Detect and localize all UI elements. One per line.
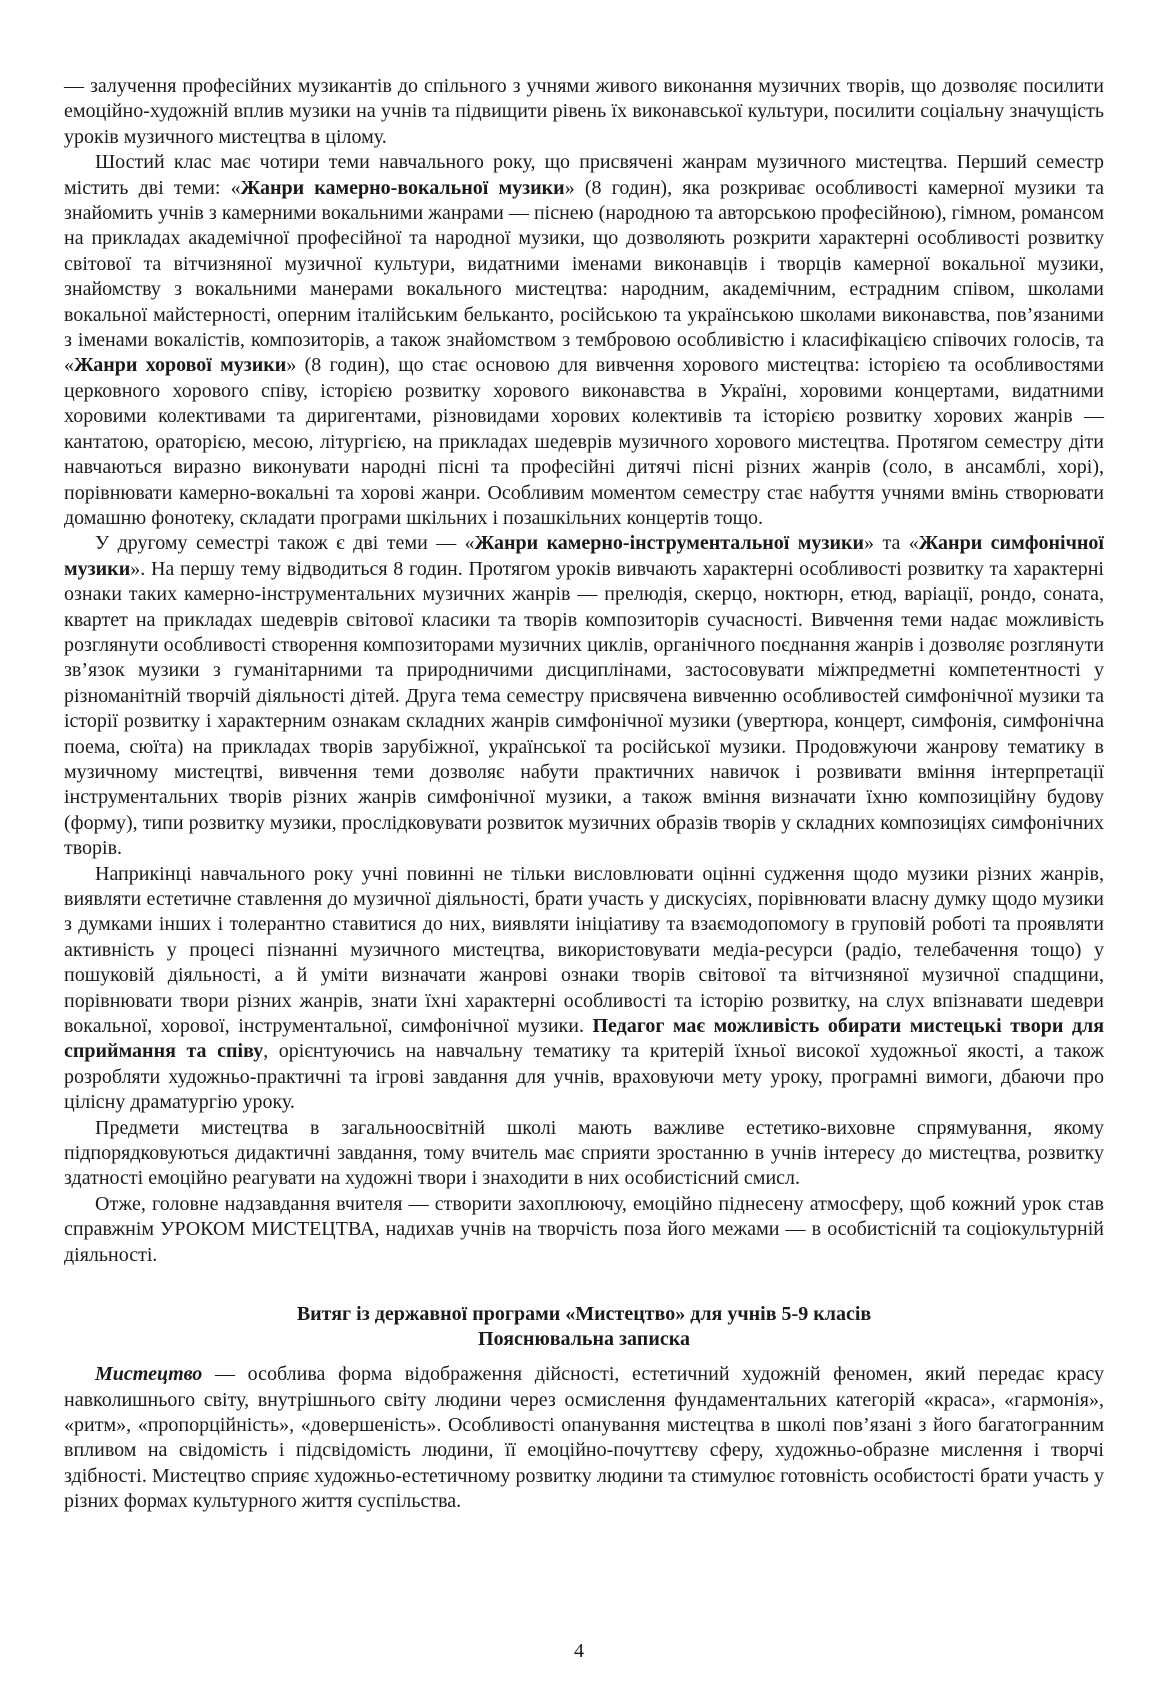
text-run: — особлива форма відображення дійсності, естетичний художній феномен, який передає красу навколишнього світу, внутрішнього світу людини через осмислення фундаментальних категорій «краса», «гармонія», «ритм», «пропорційність», «довершеність». Особливості опанування мистецтва в школі пов’язані з його багатогранним впливом на свідомість і підсвідомість людини, її емоційно-почуттєву сферу, художньо-образне мислення і творчі здібності. Мистецтво сприяє художньо-естетичному розвитку людини та стимулює готовність особистості брати участь у різних формах культурного життя суспільства. (64, 1363, 1104, 1513)
section-heading-title: Витяг із державної програми «Мистецтво» для учнів 5-9 класів (296, 1303, 872, 1326)
paragraph-conclusion: Отже, головне надзавдання вчителя — створити захоплюючу, емоційно піднесену атмосферу, щоб кожний урок став справжнім УРОКОМ МИСТЕЦТВА, надихав учнів на творчість поза його межами — в особистісній та соціокультурній діяльності. (64, 1192, 1104, 1266)
teacher-choice-emphasis: Педагог має можливість обирати мистецькі твори для сприймання та співу (64, 1015, 1105, 1063)
text-run: У другому семестрі також є дві теми — « (95, 532, 475, 555)
paragraph-sixth-grade (64, 150, 1104, 531)
term-art: Мистецтво (95, 1363, 203, 1386)
text-run: » та « (864, 532, 919, 555)
text-run: , орієнтуючись на навчальну тематику та критерій їхньої високої художньої якості, а також розробляти художньо-практичні та ігрові завдання для учнів, враховуючи мету уроку, програмні вимоги, дбаючи про цілісну драматургію уроку. (64, 1040, 1104, 1114)
text-run: » (8 годин), що стає основою для вивчення хорового мистецтва: історією та особливостями церковного хорового співу, історією розвитку хорового виконавства в Україні, хоровими концертами, видатними хоровими колективами та диригентами, різновидами хорових колективів та історією розвитку хорових жанрів — кантатою, ораторією, месою, літургією, на прикладах шедеврів музичного хорового мистецтва. Протягом семестру діти навчаються виразно виконувати народні пісні та професійні дитячі пісні різних жанрів (соло, в ансамблі, хорі), порівнювати камерно-вокальні та хорові жанри. Особливим моментом семестру стає набуття учнями вмінь створювати домашню фонотеку, складати програми шкільних і позашкільних концертів тощо. (64, 354, 1104, 529)
paragraph-art-definition (64, 1362, 1104, 1514)
section-heading-subtitle: Пояснювальна записка (478, 1328, 690, 1351)
topic-choral: Жанри хорової музики (74, 354, 287, 377)
text-run: ». На першу тему відводиться 8 годин. Протягом уроків вивчають характерні особливості розвитку та характерні ознаки таких камерно-інструментальних музичних жанрів — прелюдія, скерцо, ноктюрн, етюд, варіації, рондо, соната, квартет на прикладах шедеврів світової класики та творів композиторів сучасності. Вивчення теми надає можливість розглянути особливості створення композиторами музичних циклів, органічного поєднання жанрів і дозволяє розглянути зв’язок музики з гуманітарними та природничими дисциплінами, застосовувати міжпредметні компетентності у різноманітній творчій діяльності дітей. Друга тема семестру присвячена вивченню особливостей симфонічної музики та історії розвитку і характерним ознакам складних жанрів симфонічної музики (увертюра, концерт, симфонія, симфонічна поема, сюїта) на прикладах творів зарубіжної, української та російської музики. Продовжуючи жанрову тематику в музичному мистецтві, вивчення теми дозволяє набути практичних навичок і розвивати вміння інтерпретації інструментальних творів різних жанрів симфонічної музики, а також вміння визначати їхню композиційну будову (форму), типи розвитку музики, прослідковувати розвиток музичних образів творів у складних композиціях симфонічних творів. (64, 557, 1104, 860)
topic-symphonic: Жанри симфонічної музики (64, 532, 1104, 580)
text-run: » (8 годин), яка розкриває особливості камерної музики та знайомить учнів з камерними вокальними жанрами — піснею (народною та авторською професійною), гімном, романсом на прикладах академічної професійної та народної музики, що дозволяють розкрити характерні особливості розвитку світової та вітчизняної музичної культури, видатними іменами виконавців і творців камерної вокальної музики, знайомству з вокальними манерами вокального мистецтва: народним, академічним, естрадним співом, школами вокальної майстерності, оперним італійським бельканто, російською та українською школами виконавства, пов’язаними з іменами вокалістів, композиторів, а також знайомством з тембровою особливістю і класифікацією співочих голосів, та « (64, 176, 1104, 377)
text-run: Наприкінці навчального року учні повинні не тільки висловлювати оцінні судження щодо музики різних жанрів, виявляти естетичне ставлення до музичної діяльності, брати участь у дискусіях, порівнювати власну думку щодо музики з думками інших і толерантно ставитися до них, виявляти ініціативу та взаємодопомогу в груповій роботі та проявляти активність у процесі пізнанні музичного мистецтва, використовувати медіа-ресурси (радіо, телебачення тощо) у пошуковій діяльності, а й уміти визначати жанрові ознаки творів світової та вітчизняної музичної спадщини, порівнювати твори різних жанрів, знати їхні характерні особливості та історію розвитку, на слух впізнавати шедеври вокальної, хорової, інструментальної, симфонічної музики. (64, 862, 1104, 1038)
document-page (64, 74, 1104, 1694)
topic-chamber-vocal: Жанри камерно-вокальної музики (240, 176, 565, 199)
paragraph-art-subjects: Предмети мистецтва в загальноосвітній школі мають важливе естетико-виховне спрямування, якому підпорядковуються дидактичні завдання, тому вчитель має сприяти зростанню в учнів інтересу до мистецтва, розвитку здатності емоційно реагувати на художні твори і знаходити в них особистісний смисл. (64, 1116, 1104, 1190)
section-heading (64, 1302, 1104, 1352)
topic-chamber-instrumental: Жанри камерно-інструментальної музики (474, 532, 865, 555)
paragraph-intro-continuation: — залучення професійних музикантів до спільного з учнями живого виконання музичних творів, що дозволяє посилити емоційно-художній вплив музики на учнів та підвищити рівень їх виконавської культури, посилити соціальну значущість уроків музичного мистецтва в цілому. (64, 75, 1104, 148)
text-run: Шостий клас має чотири теми навчального року, що присвячені жанрам музичного мистецтва. Перший семестр містить дві теми: « (64, 151, 1104, 199)
paragraph-year-end (64, 862, 1104, 1116)
paragraph-second-semester (64, 531, 1104, 861)
page-number: 4 (574, 1640, 584, 1662)
